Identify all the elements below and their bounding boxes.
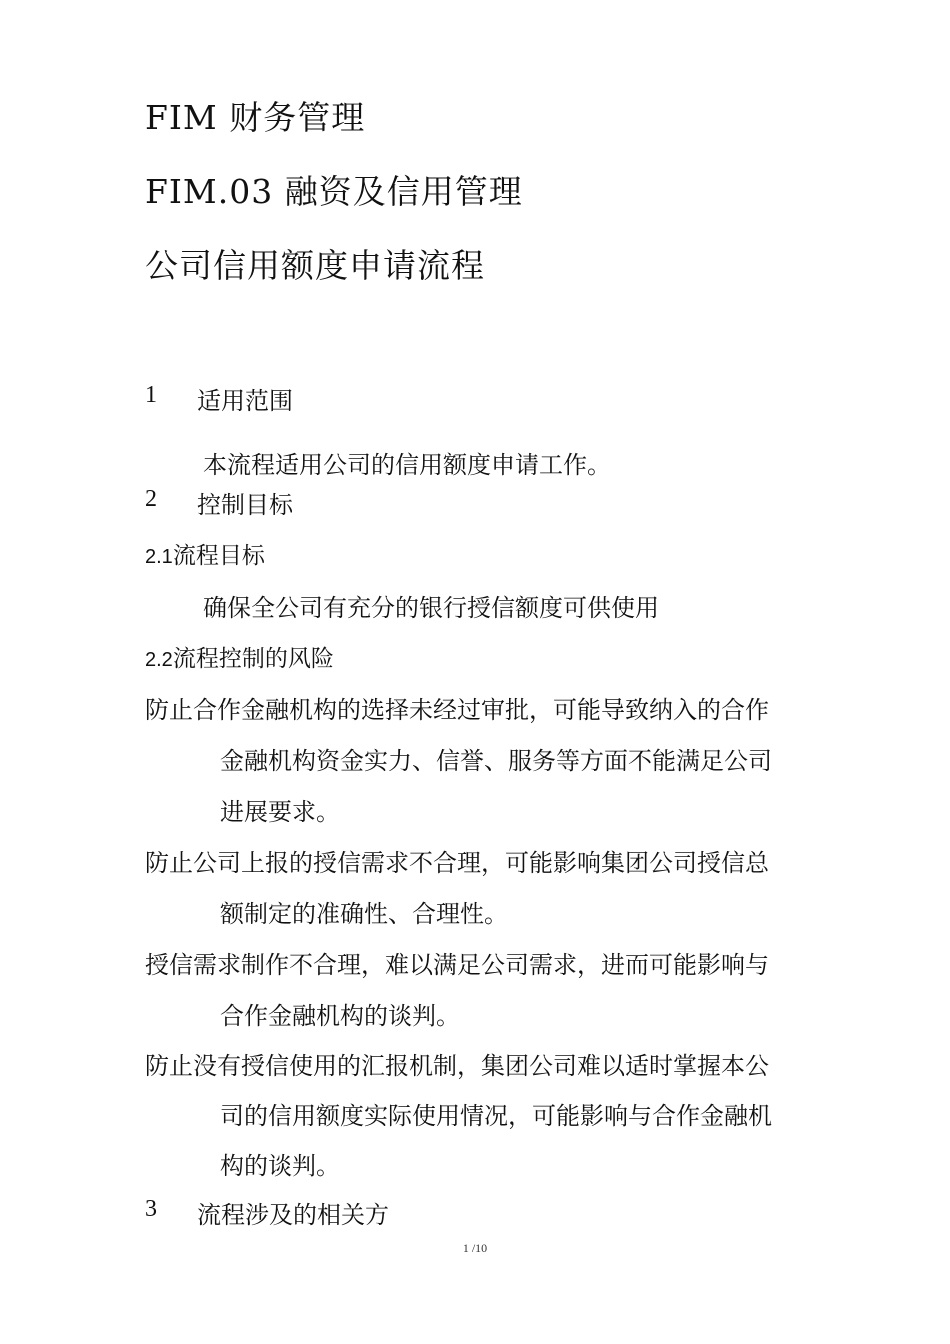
section-1-number: 1 <box>145 382 157 408</box>
risk-3-line-2: 合作金融机构的谈判。 <box>220 1002 460 1030</box>
section-1-heading: 适用范围 <box>197 387 293 415</box>
risk-3-line-1: 授信需求制作不合理，难以满足公司需求，进而可能影响与 <box>145 951 769 979</box>
risk-1-line-2: 金融机构资金实力、信誉、服务等方面不能满足公司 <box>220 747 772 775</box>
section-2-number: 2 <box>145 486 157 512</box>
section-3-number: 3 <box>145 1196 157 1222</box>
section-2-2-number: 2.2 <box>145 649 173 671</box>
section-2-2-heading <box>145 640 334 673</box>
risk-2-line-1: 防止公司上报的授信需求不合理，可能影响集团公司授信总 <box>145 849 769 877</box>
risk-2-line-2: 额制定的准确性、合理性。 <box>220 900 508 928</box>
risk-4-line-1: 防止没有授信使用的汇报机制，集团公司难以适时掌握本公 <box>145 1052 769 1080</box>
risk-1-line-1: 防止合作金融机构的选择未经过审批，可能导致纳入的合作 <box>145 696 769 724</box>
doc-title-process: 公司信用额度申请流程 <box>145 246 485 285</box>
risk-1-line-3: 进展要求。 <box>220 798 340 826</box>
section-1-body: 本流程适用公司的信用额度申请工作。 <box>203 451 611 479</box>
risk-4-line-3: 构的谈判。 <box>220 1152 340 1180</box>
page-number: 1 /10 <box>462 1241 488 1255</box>
section-2-1-body: 确保全公司有充分的银行授信额度可供使用 <box>203 594 659 622</box>
section-2-1-number: 2.1 <box>145 546 173 568</box>
section-3-heading: 流程涉及的相关方 <box>197 1201 389 1229</box>
section-2-2-title: 流程控制的风险 <box>172 646 334 672</box>
section-2-heading: 控制目标 <box>197 491 293 519</box>
doc-title-subcategory: FIM.03 融资及信用管理 <box>145 172 523 211</box>
section-2-1-heading <box>145 537 265 570</box>
doc-title-category: FIM 财务管理 <box>145 98 366 137</box>
section-2-1-title: 流程目标 <box>172 543 265 569</box>
risk-4-line-2: 司的信用额度实际使用情况，可能影响与合作金融机 <box>220 1102 772 1130</box>
